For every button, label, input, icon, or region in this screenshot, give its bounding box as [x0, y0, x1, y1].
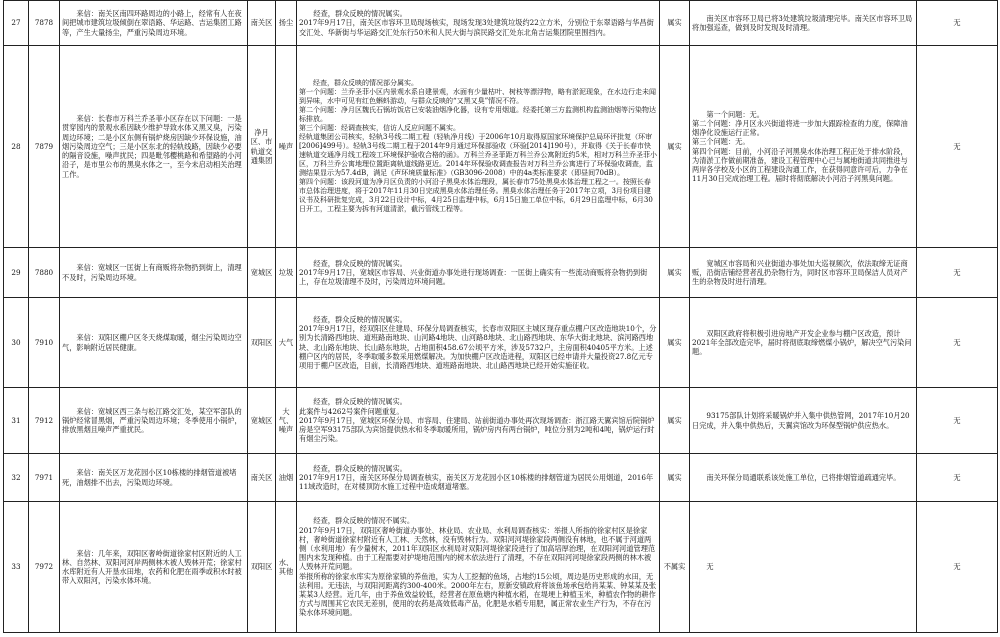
row-number-cell [4, 1, 29, 46]
pollution-type-cell [276, 1, 297, 46]
accountability: 无 [953, 472, 961, 482]
verdict: 不属实 [663, 562, 686, 572]
investigation-text: 经查，群众反映的情况不属实。 2017年9月17日，双阳区奢岭街道办事处、林业局、农业局、水利局调查核实：举报人所指的徐家村区是徐家村，奢岭街道徐家村附近有人工林、天然林，没有毁林行为。双阳河河堤徐家段两侧没有林地，也不属于河道两侧（水利用地）有少量树木，2011年双阳区水利局对双阳河堤徐家段进行了加高培厚治理，在双阳河河道管理范围内未发现种植。由于工程需要对护堤地范围内的树木依法进行了清理，不存在双阳河河堤徐家段两侧的林木被人毁林开荒问题。 举报所称的徐家水库实为原徐家镇的养鱼池，实为人工挖掘的鱼场，占地约15公顷，周边是历史形成的水田，无法利用。无违法，与双阳河距离约300-400米。2000年左右，原新安镇政府将该鱼场承包给肖某某、钟某某及张某某3人经营。近几年，由于养鱼效益较低，经营者在原鱼塘内种植水稻，在堤埂上种植玉米，种植农作物的耕作方式与周围其它农民无差别，使用的农药是高效低毒产品，化肥是水稻专用肥，属正常农业生产行为，不存在污染水体环境问题。 [299, 516, 657, 618]
row-number-cell [4, 502, 29, 633]
case-id: 7879 [34, 141, 54, 151]
verdict-cell [660, 46, 690, 248]
investigation-text-cell [297, 388, 660, 454]
verdict: 属实 [667, 337, 682, 347]
case-id: 7910 [34, 337, 54, 347]
case-id-cell [29, 298, 60, 388]
row-number: 31 [11, 415, 21, 425]
district-cell [248, 298, 276, 388]
handling-result-cell [690, 1, 917, 46]
handling-result: 宽城区市容局和兴业街道办事处加大巡视频次，依法取缔无证商贩，沿街店铺经营者乱扔杂物行为，同时区市容环卫局保洁人员对产生的杂物及时进行清理。 [692, 258, 908, 287]
complaint-content-cell [60, 1, 248, 46]
handling-result: 93175部队计划将采暖锅炉并入集中供热管网，2017年10月20日完成，并入集中供热后，天翼宾馆改为环保型锅炉供应热水。 [692, 411, 910, 430]
verdict-cell [660, 454, 690, 502]
district: 宽城区 [250, 415, 273, 425]
pollution-type-cell [276, 454, 297, 502]
pollution-type: 噪声 [278, 141, 294, 151]
table-row [4, 46, 998, 248]
pollution-type-cell [276, 388, 297, 454]
investigation-text-cell [297, 46, 660, 248]
handling-result-cell [690, 46, 917, 248]
case-id: 7880 [34, 267, 54, 277]
handling-result-cell [690, 298, 917, 388]
table-row [4, 248, 998, 298]
accountability-cell [917, 248, 998, 298]
verdict-cell [660, 1, 690, 46]
investigation-text: 经查，群众反映的情况属实。 2017年9月17日，宽城区市容局、兴业街道办事处进行现场调查：一匡街上确实有一些流动商贩将杂物扔到街上，存在垃圾清理不及时，污染周边环境问题。 [299, 258, 648, 287]
district-cell [248, 46, 276, 248]
table-row [4, 298, 998, 388]
investigation-text: 经查，群众反映的情况部分属实。 第一个问题：兰乔圣菲小区内景观水系自建景观，水面有少量枯叶、树枝等漂浮物，略有淤泥现象，在水边行走未闻到异味，水中可见有红色蝌蚪游动，与群众反映的“又黑又臭”情况不符。 第二个问题：净月区魏氏石锅坊饭店已安装油烟净化器，设有专用烟道。经委托第三方监测机构监测油烟等污染物达标排放。 第三个问题：经调查核实，信访人反应问题不属实。 经轨道集团公司核实，轻轨3号线二期工程（轻轨净月线）于2006年10月取得原国家环境保护总局环评批复（环审[2006]499号）。轻轨3号线二期工程于2014年9月通过环保部验收（环验[2014]190号），并取得《关于长春市快速轨道交通净月线工程竣工环境保护验收合格的函》。万科兰乔圣菲距万科兰乔公寓附近约5米，相对万科兰乔圣菲小区，万科兰乔公寓地理位置距离轨道线路更近。2014年环保验收调查报告对万科兰乔公寓进行了环保验收调查，监测结果显示为57.4dB，满足《声环境质量标准》（GB3096-2008）中的4a类标准要求（即昼间70dB）。 第四个问题：该段河道为净月区负责的小河沿子黑臭水体治理段，属长春市75处黑臭水体治理工程之一。按照长春市总体治理进度，将于2017年11月30日完成黑臭水体治理任务。黑臭水体治理任务于2017年立项，3月份项目建议书及科研批复完成，3月22日设计中标，4月25日监理中标，6月15日施工单位中标，6月29日监理中标，6月30日开工，工程主要为拆有河道清淤，截污管线工程等。 [299, 79, 657, 213]
case-id-cell [29, 454, 60, 502]
handling-result: 双阳区政府将积极引进房地产开发企业参与棚户区改造，预计2021年全部改造完毕，届时将彻底取缔燃煤小锅炉，解决空气污染问题。 [692, 328, 912, 357]
pollution-type-cell [276, 502, 297, 633]
investigation-text: 经查，群众反映的情况属实。 2017年9月17日，南关区环保分局调查核实，南关区万龙花园小区10栋楼的排烟管道为居民公用烟道，2016年11域改造时，在对楼顶防水施工过程中造成烟道堵塞。 [299, 463, 654, 492]
investigation-text-cell [297, 298, 660, 388]
district-cell [248, 1, 276, 46]
accountability-cell [917, 502, 998, 633]
accountability-cell [917, 454, 998, 502]
case-id: 7912 [34, 415, 54, 425]
complaint-content-cell [60, 502, 248, 633]
accountability: 无 [953, 337, 961, 347]
pollution-type-cell [276, 298, 297, 388]
row-number-cell [4, 248, 29, 298]
district: 双阳区 [250, 337, 273, 347]
district-cell [248, 248, 276, 298]
accountability: 无 [953, 18, 961, 28]
complaint-content-cell [60, 454, 248, 502]
case-id: 7972 [34, 562, 54, 572]
handling-result: 南关区市容环卫局已将3处建筑垃圾清理完毕。南关区市容环卫局将加强巡查，做到及时发现及时清理。 [692, 13, 913, 32]
complaint-content: 来信：双阳区棚户区冬天烧煤取暖，烟尘污染周边空气，影响附近居民健康。 [62, 333, 242, 352]
row-number-cell [4, 388, 29, 454]
case-id-cell [29, 388, 60, 454]
accountability: 无 [953, 562, 961, 572]
accountability: 无 [953, 141, 961, 151]
verdict: 属实 [667, 267, 682, 277]
table-row [4, 502, 998, 633]
pollution-type: 垃圾 [278, 267, 294, 277]
handling-result: 第一个问题：无。 第二个问题：净月区永兴街道将进一步加大跟踪检查的力度，保障油烟净化设施运行正常。 第三个问题：无。 第四个问题：目前，小河沿子河黑臭水体治理工程正处于排水阶段，为清淤工作做前期准备，建设工程管理中心已与属地街道共同推进与两岸各学校及小区的工程建设沟通工作，在获得同意许可后，力争在11月30日完成治理工程。届时将彻底解决小河沿子河黑臭问题。 [692, 109, 908, 184]
accountability-cell [917, 388, 998, 454]
accountability: 无 [953, 415, 961, 425]
verdict-cell [660, 298, 690, 388]
district: 双阳区 [250, 562, 273, 572]
district: 南关区 [250, 18, 273, 28]
investigation-text: 经查，群众反映的情况属实。 此案件与4262号案件问题重复。 2017年9月17日，宽城区环保分局、市容局、住建局、站前街道办事处再次现场调查：浙江路天翼宾馆后院锅炉房是空军93175部队为宾馆提供热水和冬季取暖所用，锅炉房内有两台锅炉，吨位分别为2吨和4吨，锅炉运行时有烟尘污染。 [299, 397, 655, 444]
pollution-type-cell [276, 248, 297, 298]
complaint-content-cell [60, 298, 248, 388]
handling-result: 南关环保分局通联系该处施工单位，已将排烟管道疏通完毕。 [706, 472, 901, 482]
investigation-text: 经查，群众反映的情况属实。 2017年9月17日，南关区市容环卫局现场核实，现场发现3处建筑垃圾约22立方米，分别位于东翠语路与华昌街交汇处、华新街与华运路交汇处东行50米和人民大街与滨民路交汇处东北角吉运集团院里围挡内。 [299, 9, 654, 37]
complaint-content: 来信：长春市万科兰乔圣菲小区存在以下问题：一是贯穿园内的景观水系因缺少维护导致水体又黑又臭，污染周边环境；二是小区东侧有锅炉烧房因缺少环保设施，油烟污染周边空气；三是小区东北的轻轨线路，因缺少必要的隔音设施，噪声扰民；四是毗邻樱桃路和希望路的小河沿子，是市里公布的黑臭水体之一，至今未启动相关治理工作。 [62, 114, 242, 179]
accountability-cell [917, 298, 998, 388]
handling-result-cell [690, 502, 917, 633]
row-number: 27 [11, 18, 21, 28]
complaint-content: 来信：宽城区一匡街上有商贩将杂物扔到街上，清理不及时，污染周边环境。 [62, 263, 242, 282]
case-id-cell [29, 502, 60, 633]
table-row [4, 1, 998, 46]
pollution-type: 扬尘 [278, 18, 294, 28]
accountability: 无 [953, 267, 961, 277]
verdict: 属实 [667, 18, 682, 28]
verdict-cell [660, 248, 690, 298]
investigation-text-cell [297, 1, 660, 46]
complaint-content: 来信：南关区南四环路周边的小路上，经常有人在夜间把城市建筑垃圾倾倒在翠语路、华运路、吉运集团工路等，产生大量扬尘，严重污染周边环境。 [62, 9, 242, 37]
case-id-cell [29, 46, 60, 248]
complaint-content-cell [60, 46, 248, 248]
case-id: 7878 [34, 18, 54, 28]
investigation-text-cell [297, 248, 660, 298]
handling-result-cell [690, 454, 917, 502]
row-number: 33 [11, 562, 21, 572]
row-number-cell [4, 46, 29, 248]
district: 净月区、市轨道交通集团 [250, 128, 273, 165]
district: 宽城区 [250, 267, 273, 277]
district-cell [248, 454, 276, 502]
complaint-table [3, 0, 998, 633]
district-cell [248, 502, 276, 633]
verdict-cell [660, 388, 690, 454]
case-id-cell [29, 248, 60, 298]
verdict: 属实 [667, 472, 682, 482]
row-number: 32 [11, 472, 21, 482]
accountability-cell [917, 46, 998, 248]
investigation-text: 经查，群众反映的情况属实。 2017年9月17日，经双阳区住建局、环保分局调查核实，长春市双阳区主城区现存重点棚户区改造地块10个，分别为长清路西地块、道班路南地块、山河路4地块、山河路8地块、北山路西地块、东华大街北地块、滨河路西地块、北山路东地块、长山路东地块，占地面积458.67公顷平方米，涉及5732户，主房面积40405平方米。上述棚户区内的居民，冬季取暖多数采用燃煤解决。为加快棚户区改造进程，双阳区已经申请并大量投资27.8亿元专项用于棚户区改造，目前，长清路西地块、道班路南地块、北山路西地块已经开始实施征收。 [299, 314, 657, 370]
investigation-text-cell [297, 502, 660, 633]
row-number: 28 [11, 141, 21, 151]
investigation-text-cell [297, 454, 660, 502]
district-cell [248, 388, 276, 454]
pollution-type: 大气、噪声 [278, 406, 294, 435]
handling-result-cell [690, 248, 917, 298]
pollution-type-cell [276, 46, 297, 248]
complaint-content: 来信：南关区万龙花园小区10栋楼的排烟管道被堵死，油烟排不出去，污染周边环境。 [62, 468, 237, 487]
pollution-type: 大气 [278, 337, 294, 347]
row-number: 30 [11, 337, 21, 347]
case-id: 7971 [34, 472, 54, 482]
pollution-type: 水、其他 [278, 557, 294, 576]
verdict-cell [660, 502, 690, 633]
handling-result-cell [690, 388, 917, 454]
row-number-cell [4, 298, 29, 388]
complaint-content-cell [60, 388, 248, 454]
verdict: 属实 [667, 141, 682, 151]
verdict: 属实 [667, 415, 682, 425]
complaint-content: 来信：宽城区西三条与松江路交汇处，某空军部队的锅炉经常冒黑烟，严重污染周边环境；冬季使用小锅炉，排放黑烟且噪声严重扰民。 [62, 406, 242, 435]
case-id-cell [29, 1, 60, 46]
row-number: 29 [11, 267, 21, 277]
complaint-content: 来信：几年来，双阳区奢岭街道徐家村区附近的人工林、自然林、双阳河河岸两侧林木被人毁林开荒；徐家村水库附近有人开垦水田地，农药和化肥在雨季或积水时被带入双阳河，污染水体环境。 [62, 548, 242, 586]
handling-result: 无 [706, 562, 714, 572]
table-row [4, 454, 998, 502]
table-row [4, 388, 998, 454]
accountability-cell [917, 1, 998, 46]
pollution-type: 油烟 [278, 472, 294, 482]
district: 南关区 [250, 472, 273, 482]
row-number-cell [4, 454, 29, 502]
complaint-content-cell [60, 248, 248, 298]
